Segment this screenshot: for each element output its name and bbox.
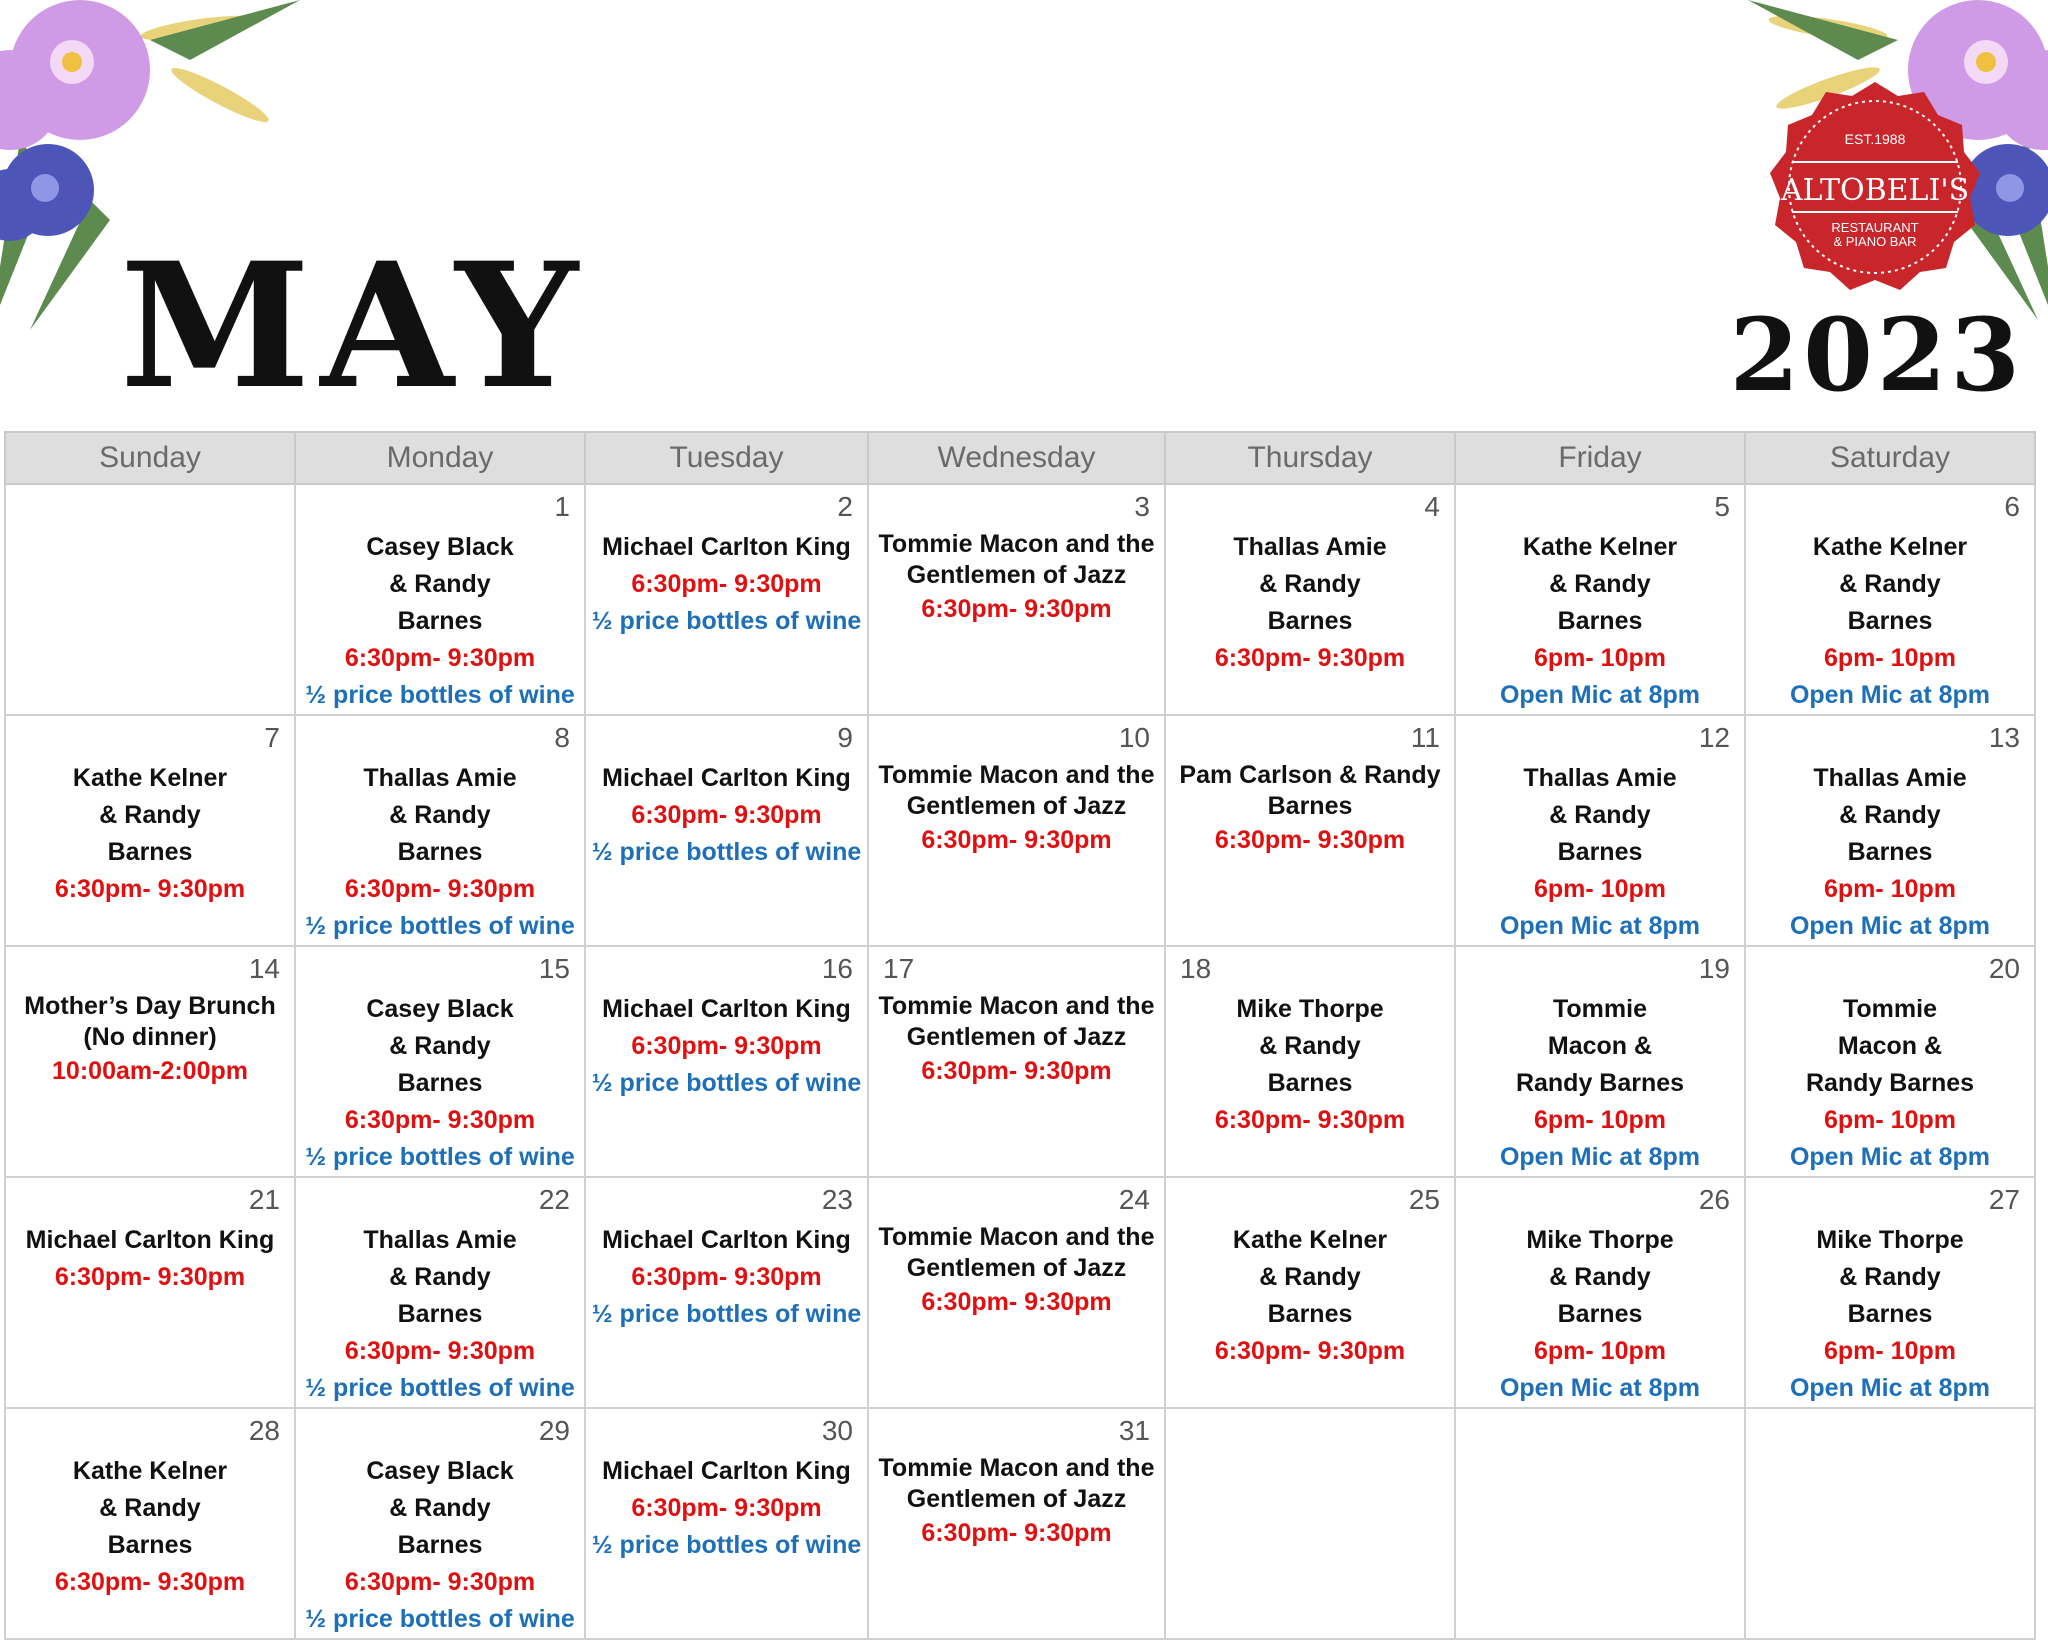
altobelis-logo: [1770, 82, 1980, 292]
performer-name: Tommie Macon & Randy Barnes: [1515, 995, 1685, 1097]
day-number: 18: [1180, 953, 1212, 984]
performance-time: 6:30pm- 9:30pm: [1214, 1106, 1406, 1134]
calendar-day-cell: [585, 715, 868, 946]
day-number: 10: [1118, 722, 1150, 753]
day-number: 27: [1988, 1184, 2020, 1215]
month-title: MAY: [120, 224, 589, 427]
calendar-day-cell: [5, 1177, 295, 1408]
calendar-week-row: [5, 484, 2035, 715]
day-number: 16: [821, 953, 853, 984]
calendar-day-cell: [1745, 946, 2035, 1177]
day-number: 15: [538, 953, 570, 984]
performer-name: Thallas Amie & Randy Barnes: [1523, 764, 1677, 866]
performer-name: Michael Carlton King: [25, 1226, 275, 1254]
calendar-day-cell: [1455, 715, 1745, 946]
performance-time: 6:30pm- 9:30pm: [631, 570, 822, 598]
performer-name: Kathe Kelner & Randy Barnes: [1522, 533, 1678, 635]
day-number: 17: [883, 953, 915, 984]
promo-text: ½ price bottles of wine: [305, 681, 575, 709]
weekday-friday: Friday: [1455, 432, 1745, 484]
logo-tagline-1: RESTAURANT: [1831, 220, 1919, 235]
calendar-day-cell: [585, 1177, 868, 1408]
calendar-day-cell: [868, 1408, 1165, 1639]
day-number: 12: [1698, 722, 1730, 753]
day-number: 9: [837, 722, 853, 753]
calendar-week-row: [5, 946, 2035, 1177]
performer-name: Michael Carlton King: [602, 995, 851, 1023]
calendar-day-cell: [1455, 484, 1745, 715]
performance-time: 10:00am-2:00pm: [52, 1057, 248, 1085]
performer-name: Tommie Macon and the Gentlemen of Jazz: [878, 761, 1155, 820]
calendar-day-cell: [295, 946, 585, 1177]
performance-time: 6:30pm- 9:30pm: [1214, 826, 1406, 854]
day-number: 21: [248, 1184, 280, 1215]
calendar-day-cell: [1745, 484, 2035, 715]
calendar-day-cell: [295, 715, 585, 946]
performance-time: 6pm- 10pm: [1534, 1106, 1666, 1134]
performer-name: Pam Carlson & Randy Barnes: [1179, 761, 1441, 820]
calendar-day-cell: [1165, 1177, 1455, 1408]
performer-name: Casey Black & Randy Barnes: [366, 533, 514, 635]
promo-text: ½ price bottles of wine: [591, 607, 862, 635]
promo-text: Open Mic at 8pm: [1789, 912, 1991, 940]
calendar-day-cell: [585, 1408, 868, 1639]
performance-time: 6:30pm- 9:30pm: [921, 1519, 1112, 1547]
promo-text: ½ price bottles of wine: [591, 1069, 862, 1097]
day-number: 28: [248, 1415, 280, 1446]
performance-time: 6:30pm- 9:30pm: [631, 1263, 822, 1291]
performance-time: 6:30pm- 9:30pm: [631, 1494, 822, 1522]
performance-time: 6pm- 10pm: [1534, 875, 1666, 903]
promo-text: ½ price bottles of wine: [305, 912, 575, 940]
performer-name: Thallas Amie & Randy Barnes: [1813, 764, 1967, 866]
day-number: 1: [554, 491, 570, 522]
performer-name: Mother’s Day Brunch (No dinner): [24, 992, 276, 1051]
calendar-day-cell: [1165, 484, 1455, 715]
calendar-day-cell: [5, 1408, 295, 1639]
day-number: 26: [1698, 1184, 1730, 1215]
performer-name: Tommie Macon and the Gentlemen of Jazz: [878, 530, 1155, 589]
day-number: 13: [1988, 722, 2020, 753]
calendar-day-cell: [1745, 1177, 2035, 1408]
day-number: 11: [1410, 722, 1440, 753]
day-number: 4: [1424, 491, 1440, 522]
calendar-day-cell: [868, 715, 1165, 946]
performance-time: 6pm- 10pm: [1824, 1337, 1956, 1365]
performance-time: 6:30pm- 9:30pm: [921, 1057, 1112, 1085]
logo-tagline-2: & PIANO BAR: [1833, 234, 1917, 249]
day-number: 30: [821, 1415, 853, 1446]
performer-name: Tommie Macon and the Gentlemen of Jazz: [878, 1454, 1155, 1513]
day-number: 31: [1118, 1415, 1150, 1446]
weekday-tuesday: Tuesday: [585, 432, 868, 484]
performer-name: Thallas Amie & Randy Barnes: [363, 764, 517, 866]
promo-text: Open Mic at 8pm: [1499, 912, 1701, 940]
performer-name: Kathe Kelner & Randy Barnes: [72, 1457, 228, 1559]
day-number: 23: [821, 1184, 853, 1215]
day-number: 24: [1118, 1184, 1150, 1215]
calendar-day-cell: [868, 946, 1165, 1177]
calendar-empty-cell: [1455, 1408, 1745, 1639]
weekday-header-row: [5, 432, 2035, 484]
performance-time: 6:30pm- 9:30pm: [54, 875, 246, 903]
performance-time: 6pm- 10pm: [1824, 875, 1956, 903]
calendar-empty-cell: [1745, 1408, 2035, 1639]
day-number: 7: [264, 722, 280, 753]
day-number: 22: [538, 1184, 570, 1215]
performance-time: 6:30pm- 9:30pm: [631, 1032, 822, 1060]
calendar-day-cell: [295, 1177, 585, 1408]
weekday-saturday: Saturday: [1745, 432, 2035, 484]
performer-name: Kathe Kelner & Randy Barnes: [72, 764, 228, 866]
performer-name: Kathe Kelner & Randy Barnes: [1232, 1226, 1388, 1328]
promo-text: Open Mic at 8pm: [1789, 681, 1991, 709]
performer-name: Casey Black & Randy Barnes: [366, 995, 514, 1097]
weekday-wednesday: Wednesday: [868, 432, 1165, 484]
calendar-week-row: [5, 1408, 2035, 1639]
calendar-day-cell: [1455, 946, 1745, 1177]
day-number: 2: [837, 491, 853, 522]
performer-name: Thallas Amie & Randy Barnes: [363, 1226, 517, 1328]
calendar-day-cell: [1455, 1177, 1745, 1408]
performance-time: 6:30pm- 9:30pm: [921, 1288, 1112, 1316]
performance-time: 6:30pm- 9:30pm: [344, 1106, 536, 1134]
performer-name: Michael Carlton King: [602, 1457, 851, 1485]
weekday-sunday: Sunday: [5, 432, 295, 484]
performance-time: 6:30pm- 9:30pm: [344, 875, 536, 903]
day-number: 29: [538, 1415, 570, 1446]
calendar-day-cell: [1745, 715, 2035, 946]
promo-text: ½ price bottles of wine: [305, 1143, 575, 1171]
promo-text: ½ price bottles of wine: [591, 1300, 862, 1328]
day-number: 25: [1408, 1184, 1440, 1215]
day-number: 20: [1988, 953, 2020, 984]
performance-time: 6:30pm- 9:30pm: [344, 1337, 536, 1365]
performance-time: 6:30pm- 9:30pm: [344, 644, 536, 672]
performance-time: 6pm- 10pm: [1824, 1106, 1956, 1134]
calendar-day-cell: [1165, 715, 1455, 946]
performer-name: Thallas Amie & Randy Barnes: [1233, 533, 1387, 635]
calendar-empty-cell: [1165, 1408, 1455, 1639]
performance-time: 6:30pm- 9:30pm: [54, 1263, 246, 1291]
promo-text: ½ price bottles of wine: [305, 1605, 575, 1633]
performer-name: Mike Thorpe & Randy Barnes: [1816, 1226, 1964, 1328]
performance-time: 6pm- 10pm: [1534, 1337, 1666, 1365]
calendar-day-cell: [585, 946, 868, 1177]
logo-est: EST.1988: [1844, 131, 1906, 147]
performer-name: Casey Black & Randy Barnes: [366, 1457, 514, 1559]
promo-text: ½ price bottles of wine: [591, 838, 862, 866]
performance-time: 6:30pm- 9:30pm: [921, 826, 1112, 854]
performer-name: Mike Thorpe & Randy Barnes: [1526, 1226, 1674, 1328]
year-title: 2023: [1729, 296, 2024, 414]
promo-text: Open Mic at 8pm: [1499, 681, 1701, 709]
calendar-empty-cell: [5, 484, 295, 715]
performer-name: Tommie Macon & Randy Barnes: [1805, 995, 1975, 1097]
performer-name: Michael Carlton King: [602, 1226, 851, 1254]
performance-time: 6:30pm- 9:30pm: [631, 801, 822, 829]
weekday-thursday: Thursday: [1165, 432, 1455, 484]
day-number: 8: [554, 722, 570, 753]
day-number: 5: [1714, 491, 1730, 522]
calendar-day-cell: [585, 484, 868, 715]
promo-text: Open Mic at 8pm: [1789, 1374, 1991, 1402]
performer-name: Michael Carlton King: [602, 533, 851, 561]
calendar-week-row: [5, 1177, 2035, 1408]
performance-time: 6pm- 10pm: [1824, 644, 1956, 672]
promo-text: ½ price bottles of wine: [591, 1531, 862, 1559]
calendar-week-row: [5, 715, 2035, 946]
logo-name: ALTOBELI'S: [1780, 173, 1970, 208]
day-number: 19: [1698, 953, 1730, 984]
promo-text: Open Mic at 8pm: [1499, 1143, 1701, 1171]
day-number: 14: [248, 953, 280, 984]
day-number: 6: [2004, 491, 2020, 522]
calendar-grid: [4, 431, 2036, 1640]
calendar-day-cell: [5, 946, 295, 1177]
weekday-monday: Monday: [295, 432, 585, 484]
calendar-day-cell: [295, 1408, 585, 1639]
logo-seal-icon: [1770, 82, 1980, 292]
performance-time: 6:30pm- 9:30pm: [921, 595, 1112, 623]
performance-time: 6:30pm- 9:30pm: [54, 1568, 246, 1596]
performer-name: Kathe Kelner & Randy Barnes: [1812, 533, 1968, 635]
performer-name: Tommie Macon and the Gentlemen of Jazz: [878, 992, 1155, 1051]
day-number: 3: [1134, 491, 1150, 522]
performer-name: Michael Carlton King: [602, 764, 851, 792]
calendar-day-cell: [1165, 946, 1455, 1177]
performance-time: 6pm- 10pm: [1534, 644, 1666, 672]
calendar-day-cell: [868, 1177, 1165, 1408]
calendar-day-cell: [5, 715, 295, 946]
performance-time: 6:30pm- 9:30pm: [1214, 1337, 1406, 1365]
performer-name: Tommie Macon and the Gentlemen of Jazz: [878, 1223, 1155, 1282]
promo-text: Open Mic at 8pm: [1499, 1374, 1701, 1402]
performance-time: 6:30pm- 9:30pm: [344, 1568, 536, 1596]
promo-text: ½ price bottles of wine: [305, 1374, 575, 1402]
calendar-day-cell: [295, 484, 585, 715]
performer-name: Mike Thorpe & Randy Barnes: [1236, 995, 1384, 1097]
calendar-day-cell: [868, 484, 1165, 715]
performance-time: 6:30pm- 9:30pm: [1214, 644, 1406, 672]
promo-text: Open Mic at 8pm: [1789, 1143, 1991, 1171]
